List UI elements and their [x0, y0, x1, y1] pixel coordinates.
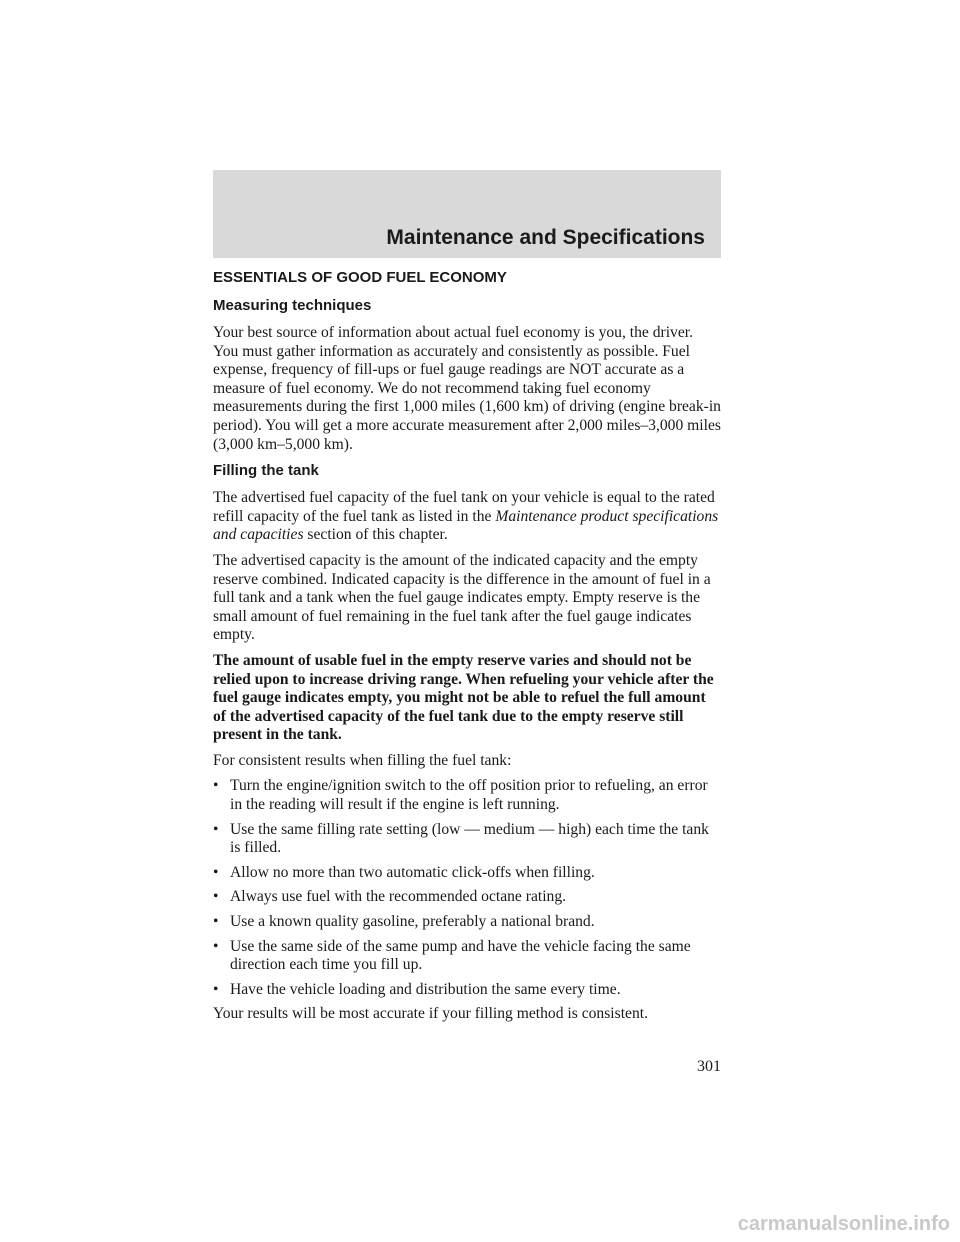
- list-item-text: Use the same side of the same pump and have the vehicle facing the same direction each time you fill up.: [230, 937, 691, 974]
- bullet-icon: •: [213, 913, 219, 931]
- list-item-text: Have the vehicle loading and distribution the same every time.: [230, 980, 621, 998]
- list-intro: For consistent results when filling the fuel tank:: [213, 751, 512, 769]
- page-content: [213, 268, 721, 1031]
- bullet-icon: •: [213, 980, 219, 998]
- section-title: Maintenance and Specifications: [386, 226, 705, 249]
- fuel-reserve-warning: The amount of usable fuel in the empty reserve varies and should not be relied upon to increase driving range. When refueling your vehicle after the fuel gauge indicates empty, you might not be able to refuel the full amount of the advertised capacity of the fuel tank due to the empty reserve still present in the tank.: [213, 651, 714, 744]
- bullet-icon: •: [213, 777, 219, 795]
- list-item-text: Use the same filling rate setting (low — medium — high) each time the tank is filled.: [230, 820, 709, 857]
- main-heading: ESSENTIALS OF GOOD FUEL ECONOMY: [213, 269, 507, 286]
- list-item: [213, 821, 721, 858]
- filling-heading: Filling the tank: [213, 462, 319, 480]
- list-item: [213, 938, 721, 975]
- bullet-icon: •: [213, 863, 219, 881]
- filling-para1-prefix: The advertised fuel capacity of the fuel tank on your vehicle is equal to the rated refill capacity of the fuel tank as listed in the: [213, 489, 715, 525]
- list-item-text: Turn the engine/ignition switch to the off position prior to refueling, an error in the reading will result if the engine is left running.: [230, 777, 708, 814]
- list-item-text: Always use fuel with the recommended octane rating.: [230, 888, 567, 906]
- bullet-icon: •: [213, 888, 219, 906]
- page-number: 301: [697, 1058, 721, 1075]
- filling-paragraph-2: The advertised capacity is the amount of the indicated capacity and the empty reserve combined. Indicated capacity is the difference in the amount of fuel in a full tank and a tank when the fuel gauge indicates empty. Empty reserve is the small amount of fuel remaining in the fuel tank after the fuel gauge indicates empty.: [213, 551, 711, 644]
- list-item: [213, 913, 721, 932]
- list-item: [213, 777, 721, 814]
- list-item: [213, 981, 721, 1000]
- section-header-band: [213, 170, 721, 258]
- watermark-logo: carmanualsonline.info: [737, 1213, 950, 1235]
- closing-paragraph: Your results will be most accurate if your filling method is consistent.: [213, 1005, 648, 1023]
- measuring-heading: Measuring techniques: [213, 297, 372, 314]
- filling-para1-reference: Maintenance product specifications and capacities: [213, 507, 719, 544]
- list-item-text: Use a known quality gasoline, preferably a national brand.: [230, 913, 595, 931]
- filling-para1-suffix: section of this chapter.: [303, 526, 448, 544]
- filling-tips-list: [213, 777, 721, 999]
- bullet-icon: •: [213, 937, 219, 955]
- list-item-text: Allow no more than two automatic click-offs when filling.: [230, 863, 595, 881]
- list-item: [213, 864, 721, 883]
- bullet-icon: •: [213, 820, 219, 838]
- list-item: [213, 888, 721, 907]
- filling-paragraph-1: [213, 489, 721, 545]
- measuring-paragraph: Your best source of information about actual fuel economy is you, the driver. You must gather information as accurately and consistently as possible. Fuel expense, frequency of fill-ups or fuel gauge readings are NOT accurate as a measure of fuel economy. We do not recommend taking fuel economy measurements during the first 1,000 miles (1,600 km) of driving (engine break-in period). You will get a more accurate measurement after 2,000 miles–3,000 miles (3,000 km–5,000 km).: [213, 324, 721, 453]
